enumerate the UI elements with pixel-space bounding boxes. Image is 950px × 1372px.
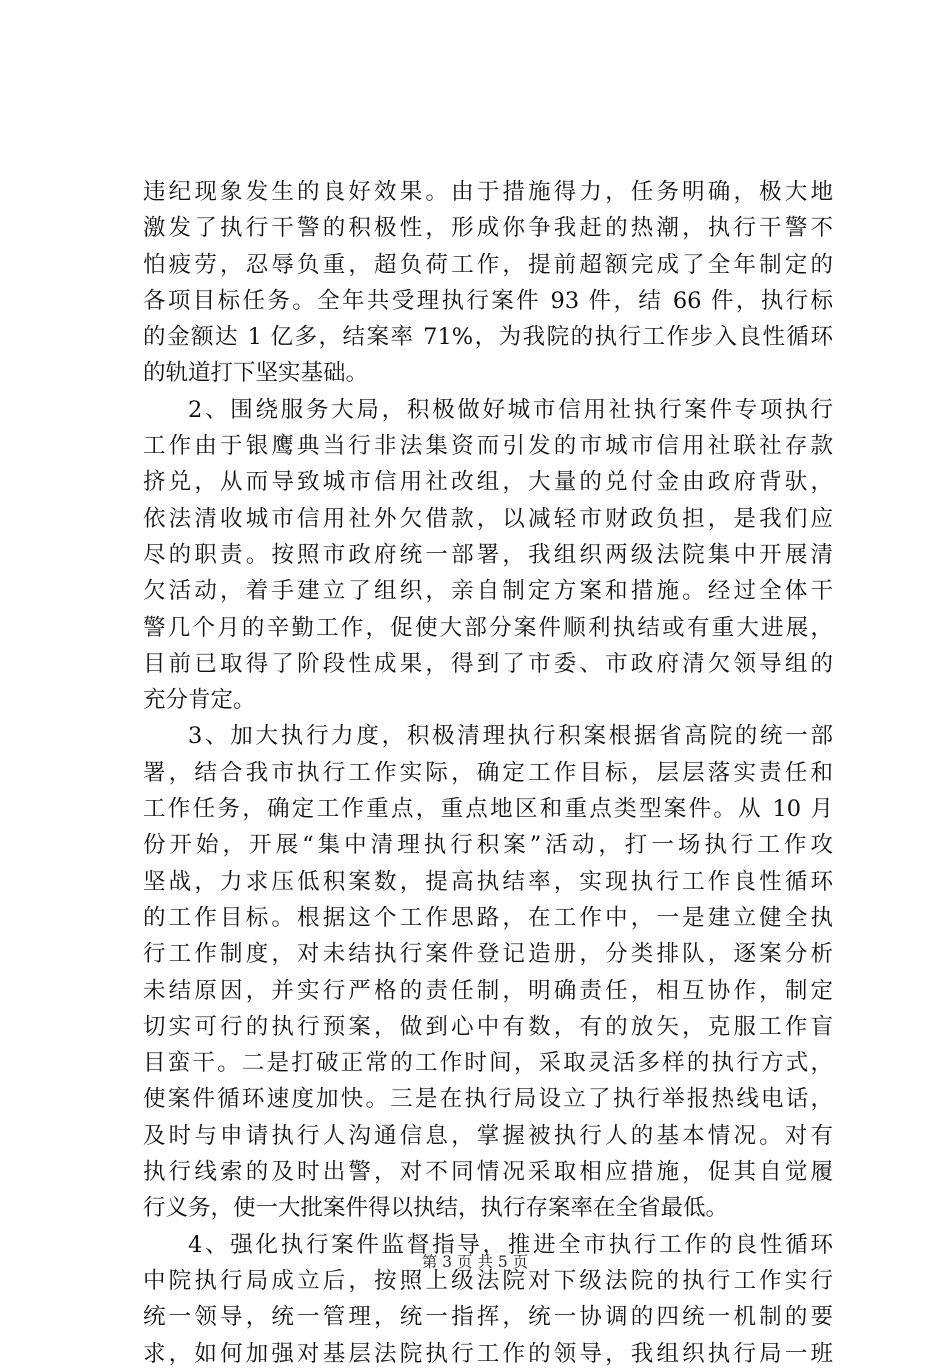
text-line: 违纪现象发生的良好效果。由于措施得力，任务明确，极大地	[143, 179, 833, 205]
text-line: 中院执行局成立后，按照上级法院对下级法院的执行工作实行	[143, 1267, 833, 1294]
text-line: 激发了执行干警的积极性，形成你争我赶的热潮，执行干警不	[143, 215, 833, 242]
text-line: 切实可行的执行预案，做到心中有数，有的放矢，克服工作盲	[143, 1013, 833, 1040]
text-line: 行工作制度，对未结执行案件登记造册，分类排队，逐案分析	[143, 941, 833, 968]
text-line: 充分肯定。	[143, 687, 256, 714]
paragraph-start-line: 3、加大执行力度，积极清理执行积案根据省高院的统一部	[188, 723, 833, 750]
text-line: 欠活动，着手建立了组织，亲自制定方案和措施。经过全体干	[143, 578, 833, 605]
text-line: 未结原因，并实行严格的责任制，明确责任，相互协作，制定	[143, 977, 833, 1004]
text-line: 目蛮干。二是打破正常的工作时间，采取灵活多样的执行方式，	[143, 1050, 833, 1077]
text-line: 份开始，开展“集中清理执行积案”活动，打一场执行工作攻	[143, 832, 833, 859]
text-line: 警几个月的辛勤工作，促使大部分案件顺利执结或有重大进展，	[143, 614, 833, 641]
text-line: 尽的职责。按照市政府统一部署，我组织两级法院集中开展清	[143, 541, 833, 568]
text-line: 坚战，力求压低积案数，提高执结率，实现执行工作良性循环	[143, 868, 833, 895]
text-line: 行义务，使一大批案件得以执结，执行存案率在全省最低。	[143, 1195, 729, 1222]
text-line: 挤兑，从而导致城市信用社改组，大量的兑付金由政府背驮，	[143, 469, 833, 496]
text-line: 怕疲劳，忍辱负重，超负荷工作，提前超额完成了全年制定的	[143, 251, 833, 278]
text-line: 统一领导，统一管理，统一指挥，统一协调的四统一机制的要	[143, 1304, 833, 1331]
text-line: 求，如何加强对基层法院执行工作的领导，我组织执行局一班	[143, 1340, 833, 1367]
text-line: 的金额达 1 亿多，结案率 71%，为我院的执行工作步入良性循环	[143, 324, 833, 351]
page-number-footer: 第 3 页 共 5 页	[421, 1253, 529, 1271]
text-line: 的工作目标。根据这个工作思路，在工作中，一是建立健全执	[143, 904, 833, 931]
text-line: 工作任务，确定工作重点，重点地区和重点类型案件。从 10 月	[143, 796, 833, 823]
text-line: 工作由于银鹰典当行非法集资而引发的市城市信用社联社存款	[143, 433, 833, 460]
body-text	[143, 174, 833, 1372]
text-line: 执行线索的及时出警，对不同情况采取相应措施，促其自觉履	[143, 1159, 833, 1186]
text-line: 的轨道打下坚实基础。	[143, 360, 369, 387]
text-line: 及时与申请执行人沟通信息，掌握被执行人的基本情况。对有	[143, 1122, 833, 1149]
text-line: 依法清收城市信用社外欠借款，以减轻市财政负担，是我们应	[143, 505, 833, 532]
text-line: 使案件循环速度加快。三是在执行局设立了执行举报热线电话，	[143, 1086, 833, 1113]
paragraph-start-line: 4、强化执行案件监督指导，推进全市执行工作的良性循环	[188, 1231, 833, 1258]
text-line: 各项目标任务。全年共受理执行案件 93 件，结 66 件，执行标	[143, 287, 833, 314]
paragraph-start-line: 2、围绕服务大局，积极做好城市信用社执行案件专项执行	[188, 396, 833, 423]
text-line: 目前已取得了阶段性成果，得到了市委、市政府清欠领导组的	[143, 650, 833, 677]
text-line: 署，结合我市执行工作实际，确定工作目标，层层落实责任和	[143, 759, 833, 786]
